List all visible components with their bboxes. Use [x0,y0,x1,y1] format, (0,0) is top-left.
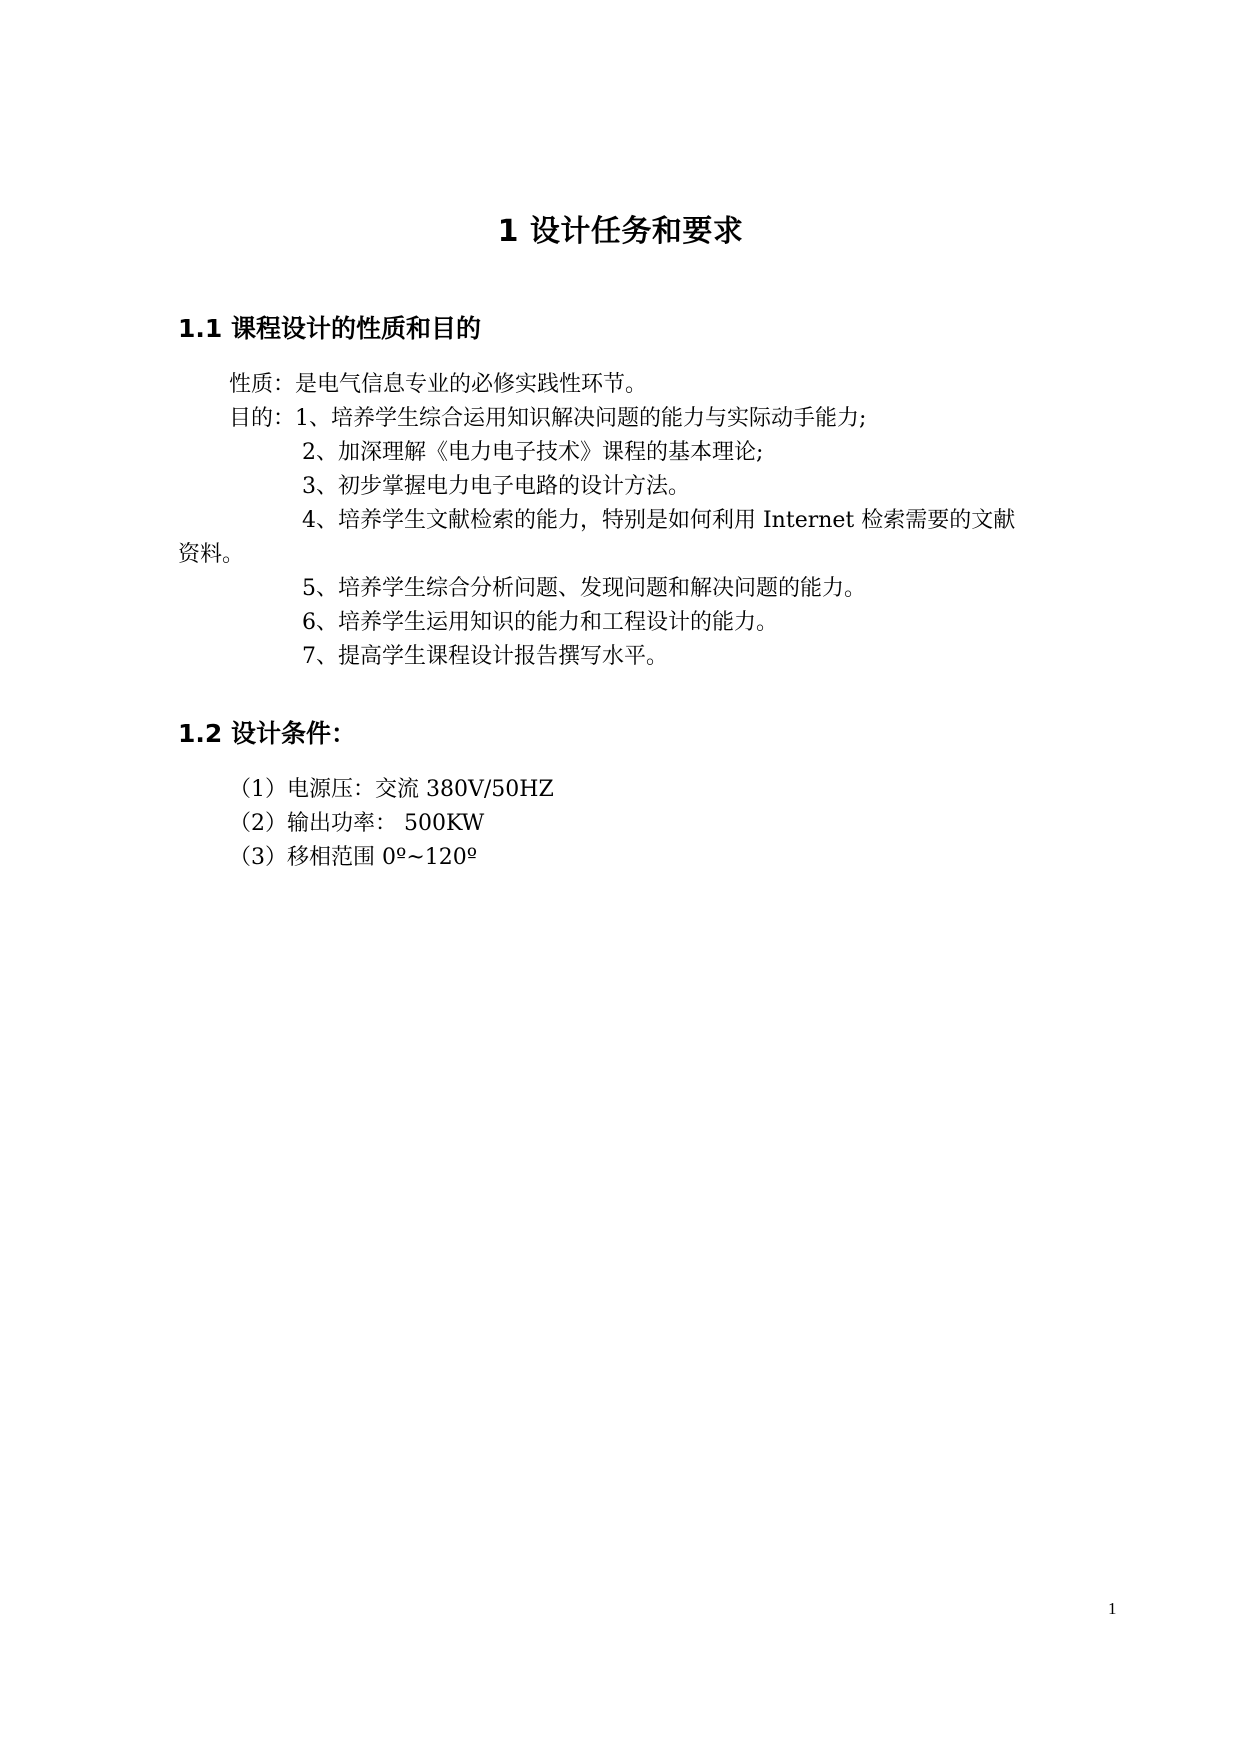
purpose-line-3: 3、初步掌握电力电子电路的设计方法。 [302,474,690,499]
condition-line-3: （3）移相范围 0º~120º [229,845,478,870]
purpose-line-1: 目的：1、培养学生综合运用知识解决问题的能力与实际动手能力; [229,406,867,431]
purpose-line-7: 7、提高学生课程设计报告撰写水平。 [302,644,668,669]
purpose-line-4b: 资料。 [178,542,245,567]
condition-line-2: （2）输出功率： 500KW [229,811,485,836]
purpose-line-4a: 4、培养学生文献检索的能力，特别是如何利用 Internet 检索需要的文献 [302,508,1016,533]
condition-line-1: （1）电源压：交流 380V/50HZ [229,777,554,802]
purpose-line-5: 5、培养学生综合分析问题、发现问题和解决问题的能力。 [302,576,866,601]
section-title-1-1: 1.1 课程设计的性质和目的 [178,314,481,343]
page-number: 1 [1108,1599,1117,1618]
nature-line: 性质：是电气信息专业的必修实践性环节。 [229,372,648,397]
purpose-line-6: 6、培养学生运用知识的能力和工程设计的能力。 [302,610,778,635]
purpose-line-2: 2、加深理解《电力电子技术》课程的基本理论; [302,440,764,465]
section-title-1-2: 1.2 设计条件： [178,719,356,748]
chapter-title: 1 设计任务和要求 [497,214,744,249]
